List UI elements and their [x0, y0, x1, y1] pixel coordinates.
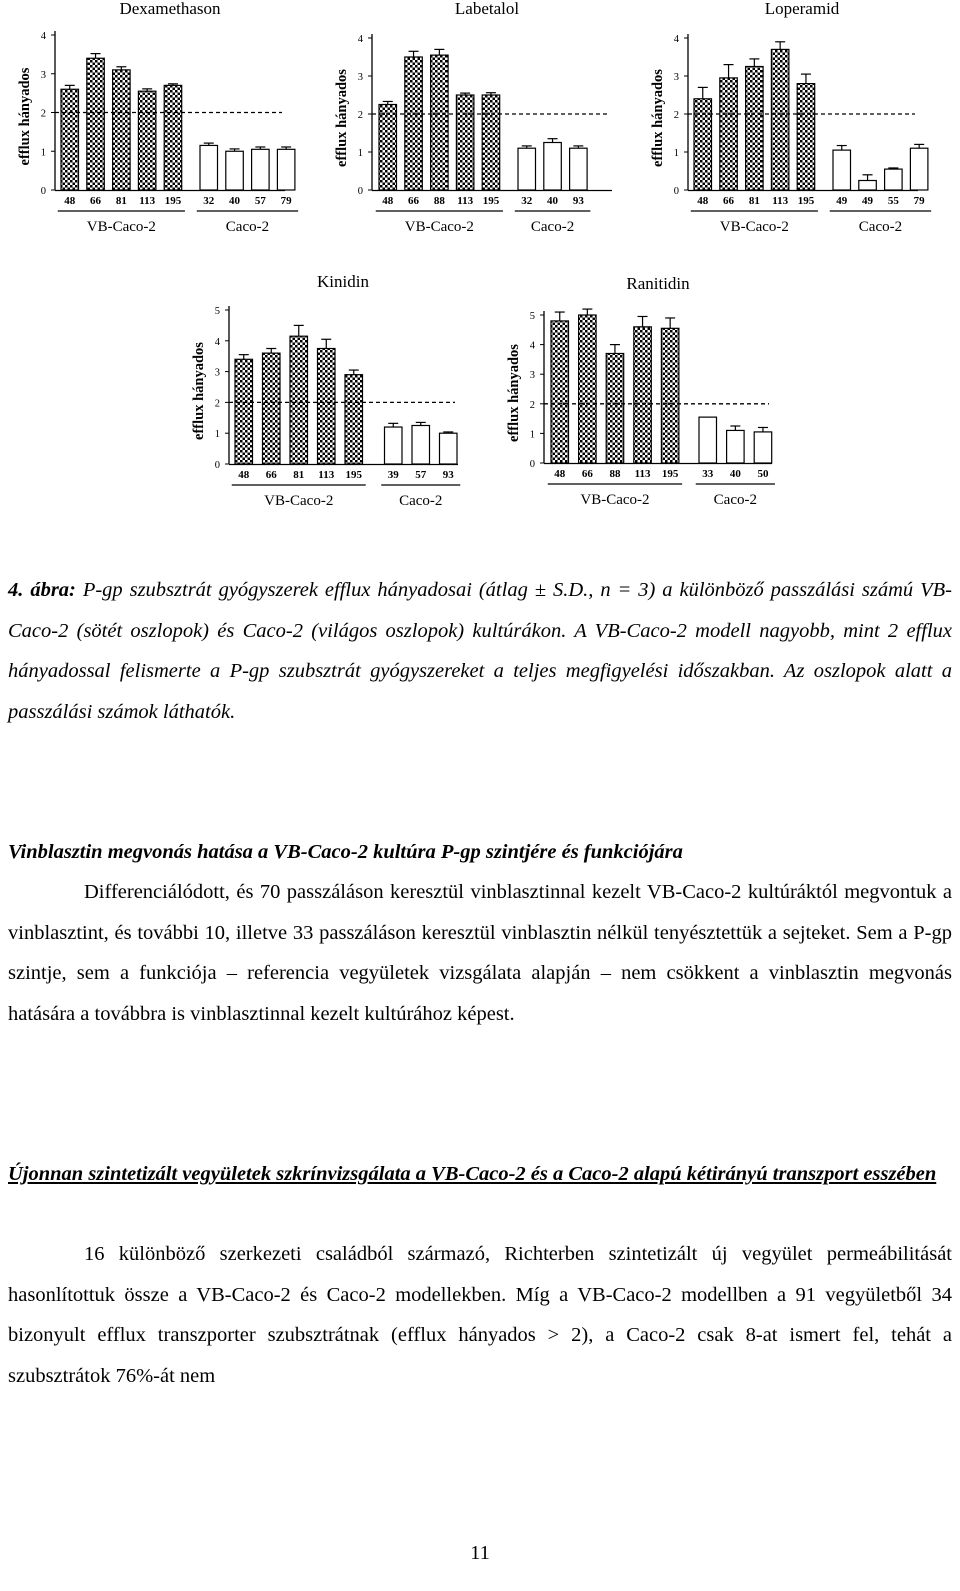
- bar-vb-caco2: [720, 78, 738, 190]
- y-axis-label: efflux hányados: [191, 342, 207, 440]
- group-label-vb-caco2: VB-Caco-2: [580, 492, 650, 508]
- x-tick-label: 32: [521, 195, 533, 207]
- group-label-vb-caco2: VB-Caco-2: [719, 219, 789, 235]
- bar-vb-caco2: [164, 85, 182, 190]
- x-tick-label: 57: [415, 469, 427, 481]
- x-tick-label: 93: [572, 195, 584, 207]
- y-tick-label: 2: [357, 110, 363, 121]
- x-tick-label: 48: [697, 195, 709, 207]
- bar-caco2: [859, 181, 877, 191]
- x-tick-label: 88: [433, 195, 445, 207]
- y-tick-label: 1: [214, 429, 220, 441]
- x-tick-label: 81: [748, 195, 760, 207]
- x-tick-label: 50: [757, 468, 769, 480]
- y-tick-label: 3: [214, 367, 220, 379]
- bar-caco2: [754, 432, 772, 463]
- bar-caco2: [200, 145, 218, 190]
- x-tick-label: 195: [661, 468, 679, 480]
- bar-vb-caco2: [61, 89, 79, 190]
- page-number: 11: [470, 1542, 490, 1564]
- y-tick-label: 0: [357, 186, 363, 197]
- chart-3: [191, 272, 460, 509]
- y-tick-label: 2: [214, 398, 220, 410]
- bar-caco2: [385, 427, 403, 464]
- figure-caption: [8, 570, 952, 732]
- bar-caco2: [570, 148, 588, 190]
- chart-title: Dexamethason: [119, 0, 221, 18]
- bar-caco2: [727, 430, 745, 463]
- x-tick-label: 93: [442, 469, 454, 481]
- y-tick-label: 2: [529, 399, 535, 411]
- x-tick-label: 40: [729, 468, 741, 480]
- y-tick-label: 0: [529, 459, 535, 470]
- x-tick-label: 195: [482, 195, 500, 207]
- section-body-vinblasztin: [8, 872, 952, 1034]
- y-axis-label: efflux hányados: [506, 344, 522, 442]
- bar-vb-caco2: [551, 321, 569, 463]
- y-tick-label: 2: [40, 108, 46, 120]
- x-tick-label: 81: [115, 195, 127, 207]
- x-tick-label: 88: [609, 468, 621, 480]
- bar-vb-caco2: [138, 91, 156, 190]
- y-tick-label: 1: [529, 429, 535, 441]
- group-label-caco2: Caco-2: [858, 219, 903, 235]
- chart-title: Kinidin: [317, 272, 369, 291]
- y-tick-label: 3: [357, 72, 363, 83]
- x-tick-label: 113: [139, 195, 156, 207]
- x-tick-label: 113: [634, 468, 651, 480]
- y-tick-label: 1: [357, 148, 363, 159]
- bar-caco2: [544, 143, 562, 191]
- figure-efflux-charts: [0, 0, 960, 530]
- bar-vb-caco2: [431, 55, 449, 190]
- chart-1: [334, 0, 612, 235]
- bar-vb-caco2: [579, 315, 597, 463]
- x-tick-label: 66: [265, 469, 277, 481]
- x-tick-label: 79: [913, 195, 925, 207]
- group-label-caco2: Caco-2: [225, 219, 270, 235]
- x-tick-label: 48: [64, 195, 76, 207]
- y-tick-label: 4: [673, 34, 679, 45]
- bar-vb-caco2: [235, 359, 253, 464]
- bar-caco2: [226, 151, 244, 190]
- y-tick-label: 3: [40, 69, 46, 81]
- bar-vb-caco2: [290, 336, 308, 464]
- x-tick-label: 32: [203, 195, 215, 207]
- group-label-caco2: Caco-2: [399, 493, 443, 509]
- y-tick-label: 4: [40, 31, 46, 42]
- x-tick-label: 66: [90, 195, 102, 207]
- bar-vb-caco2: [113, 70, 131, 190]
- bar-vb-caco2: [405, 57, 423, 190]
- y-tick-label: 0: [214, 460, 220, 471]
- bar-vb-caco2: [661, 328, 679, 463]
- group-label-vb-caco2: VB-Caco-2: [86, 219, 156, 235]
- y-tick-label: 3: [673, 72, 679, 83]
- bar-vb-caco2: [482, 95, 500, 190]
- x-tick-label: 195: [164, 195, 182, 207]
- bar-vb-caco2: [746, 67, 764, 191]
- y-tick-label: 5: [529, 311, 535, 322]
- x-tick-label: 195: [797, 195, 815, 207]
- y-tick-label: 0: [40, 186, 46, 197]
- chart-2: [650, 0, 931, 235]
- chart-4: [506, 274, 775, 508]
- bar-caco2: [277, 149, 295, 190]
- x-tick-label: 57: [254, 195, 266, 207]
- group-label-caco2: Caco-2: [713, 492, 758, 508]
- bar-vb-caco2: [456, 95, 474, 190]
- x-tick-label: 66: [581, 468, 593, 480]
- chart-title: Loperamid: [764, 0, 840, 18]
- x-tick-label: 39: [387, 469, 399, 481]
- y-tick-label: 0: [673, 186, 679, 197]
- x-tick-label: 48: [554, 468, 566, 480]
- x-tick-label: 113: [772, 195, 789, 207]
- x-tick-label: 79: [280, 195, 292, 207]
- y-tick-label: 5: [214, 306, 220, 317]
- y-tick-label: 4: [214, 336, 220, 348]
- bar-vb-caco2: [318, 349, 336, 465]
- y-tick-label: 4: [529, 340, 535, 352]
- x-tick-label: 48: [238, 469, 250, 481]
- bar-caco2: [518, 148, 536, 190]
- bar-vb-caco2: [87, 58, 105, 190]
- x-tick-label: 40: [547, 195, 559, 207]
- x-tick-label: 195: [345, 469, 362, 481]
- y-tick-label: 1: [673, 148, 679, 159]
- x-tick-label: 33: [702, 468, 714, 480]
- bar-vb-caco2: [263, 353, 281, 464]
- group-label-vb-caco2: VB-Caco-2: [404, 219, 474, 235]
- caption-text: P-gp szubsztrát gyógyszerek efflux hányadosai (átlag ± S.D., n = 3) a különböző passzálási számú VB-Caco-2 (sötét oszlopok) és Caco-2 (világos oszlopok) kultúrákon. A VB-Caco-2 modell nagyobb, mint 2 efflux hányadossal felismerte a P-gp szubsztrát gyógyszereket a teljes megfigyelési időszakban. Az oszlopok alatt a passzálási számok láthatók.: [8, 579, 952, 723]
- bar-vb-caco2: [771, 49, 789, 190]
- bar-vb-caco2: [634, 327, 652, 463]
- bar-caco2: [910, 148, 928, 190]
- chart-title: Ranitidin: [626, 274, 690, 293]
- bar-caco2: [885, 169, 903, 190]
- section-heading-screening: Újonnan szintetizált vegyületek szkrínvizsgálata a VB-Caco-2 és a Caco-2 alapú kétirányú transzport esszében: [8, 1163, 937, 1185]
- chart-title: Labetalol: [454, 0, 520, 18]
- paragraph: Differenciálódott, és 70 passzáláson keresztül vinblasztinnal kezelt VB-Caco-2 kultúráktól megvontuk a vinblasztint, és további 10, illetve 33 passzáláson keresztül vinblasztin nélkül tenyésztettük a sejteket. Sem a P-gp szintje, sem a funkciója – referencia vegyületek vizsgálata alapján – nem csökkent a vinblasztin megvonás hatására a továbbra is vinblasztinnal kezelt kultúrához képest.: [8, 881, 952, 1025]
- x-tick-label: 49: [836, 195, 848, 207]
- caption-label: 4. ábra:: [8, 579, 76, 601]
- bar-caco2: [252, 149, 270, 190]
- y-axis-label: efflux hányados: [650, 69, 666, 167]
- y-tick-label: 1: [40, 147, 46, 159]
- bar-vb-caco2: [345, 375, 363, 464]
- x-tick-label: 113: [457, 195, 474, 207]
- bar-caco2: [699, 417, 717, 463]
- y-axis-label: efflux hányados: [17, 67, 33, 166]
- y-tick-label: 4: [357, 34, 363, 45]
- section-heading-vinblasztin: Vinblasztin megvonás hatása a VB-Caco-2 kultúra P-gp szintjére és funkciójára: [8, 841, 683, 863]
- paragraph: 16 különböző szerkezeti családból származó, Richterben szintetizált új vegyület permeábilitását hasonlítottuk össze a VB-Caco-2 és Caco-2 modellekben. Míg a VB-Caco-2 modellben a 91 vegyületből 34 bizonyult efflux transzporter szubsztrátnak (efflux hányados > 2), a Caco-2 csak 8-at ismert fel, tehát a szubsztrátok 76%-át nem: [8, 1243, 952, 1387]
- bar-vb-caco2: [797, 84, 815, 190]
- y-axis-label: efflux hányados: [334, 69, 350, 167]
- x-tick-label: 55: [887, 195, 899, 207]
- chart-0: [17, 0, 298, 235]
- bar-caco2: [412, 426, 430, 465]
- x-tick-label: 113: [318, 469, 335, 481]
- bar-vb-caco2: [379, 105, 397, 191]
- section-body-screening: [8, 1234, 952, 1396]
- x-tick-label: 40: [229, 195, 241, 207]
- bar-caco2: [440, 433, 458, 464]
- x-tick-label: 66: [723, 195, 735, 207]
- x-tick-label: 49: [862, 195, 874, 207]
- bar-vb-caco2: [606, 353, 624, 463]
- y-tick-label: 2: [673, 110, 679, 121]
- bar-caco2: [833, 150, 851, 190]
- x-tick-label: 81: [293, 469, 305, 481]
- bar-vb-caco2: [694, 99, 712, 190]
- group-label-caco2: Caco-2: [530, 219, 575, 235]
- x-tick-label: 48: [382, 195, 394, 207]
- group-label-vb-caco2: VB-Caco-2: [264, 493, 334, 509]
- y-tick-label: 3: [529, 370, 535, 382]
- x-tick-label: 66: [408, 195, 420, 207]
